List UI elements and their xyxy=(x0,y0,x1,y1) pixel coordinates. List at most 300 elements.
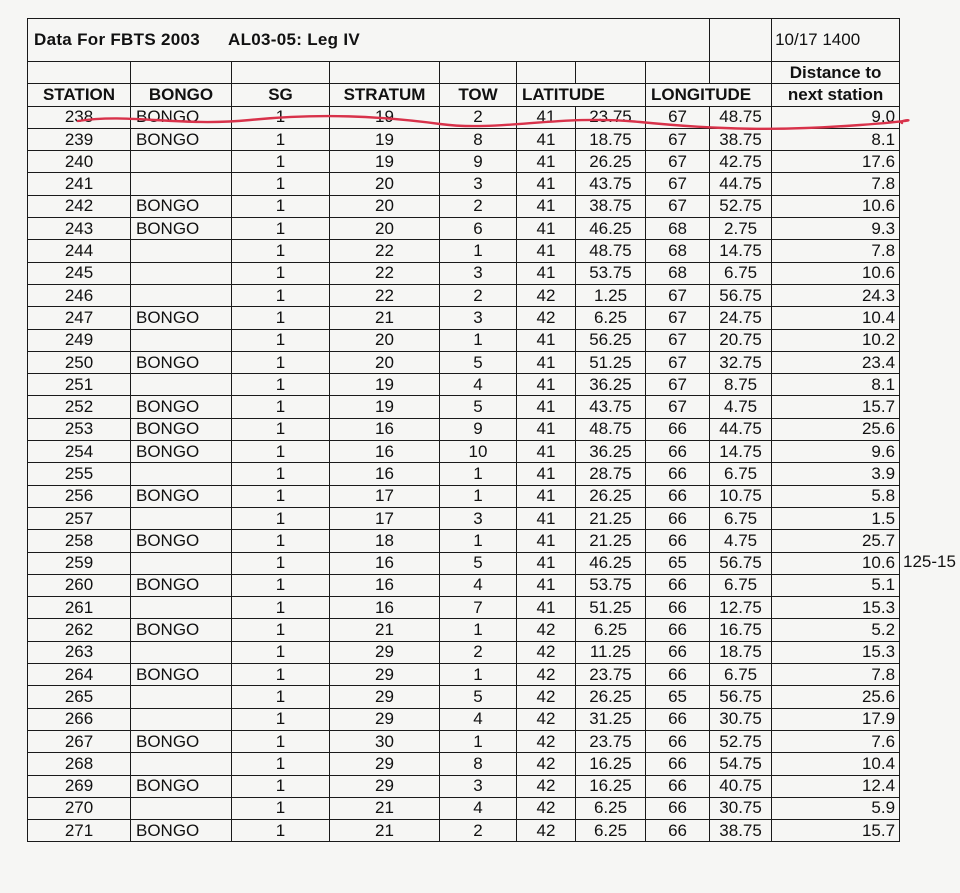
table-row xyxy=(28,329,900,351)
cell-distance: 25.6 xyxy=(772,686,900,708)
cell-lat-deg: 41 xyxy=(517,574,576,596)
cell-lon-min: 6.75 xyxy=(710,463,772,485)
cell-sg: 1 xyxy=(232,240,330,262)
cell-lon-deg: 66 xyxy=(646,597,710,619)
cell-station: 244 xyxy=(28,240,131,262)
table-row xyxy=(28,463,900,485)
cell-lat-min: 6.25 xyxy=(576,797,646,819)
cell-lon-deg: 67 xyxy=(646,329,710,351)
cell-bongo: BONGO xyxy=(131,351,232,373)
cell-tow: 1 xyxy=(440,329,517,351)
cell-sg: 1 xyxy=(232,530,330,552)
cell-sg: 1 xyxy=(232,418,330,440)
cell-bongo: BONGO xyxy=(131,128,232,150)
table-row xyxy=(28,418,900,440)
cell-lon-deg: 67 xyxy=(646,374,710,396)
cell-lon-min: 6.75 xyxy=(710,262,772,284)
table-row xyxy=(28,106,900,128)
cell-sg: 1 xyxy=(232,351,330,373)
cell-lon-deg: 67 xyxy=(646,128,710,150)
cell-lon-min: 38.75 xyxy=(710,820,772,842)
cell-lat-min: 11.25 xyxy=(576,641,646,663)
cell-lon-deg: 67 xyxy=(646,396,710,418)
cell-lat-deg: 42 xyxy=(517,730,576,752)
cell-stratum: 16 xyxy=(330,418,440,440)
cell-lat-deg: 42 xyxy=(517,775,576,797)
cell-distance: 5.9 xyxy=(772,797,900,819)
cell-lat-deg: 41 xyxy=(517,195,576,217)
cell-lat-deg: 41 xyxy=(517,151,576,173)
cell-distance: 7.8 xyxy=(772,664,900,686)
cell-sg: 1 xyxy=(232,463,330,485)
cell-lon-min: 44.75 xyxy=(710,173,772,195)
cell-tow: 1 xyxy=(440,530,517,552)
cell-tow: 5 xyxy=(440,552,517,574)
cell-bongo: BONGO xyxy=(131,664,232,686)
cell-stratum: 21 xyxy=(330,820,440,842)
cell-distance: 25.6 xyxy=(772,418,900,440)
cell-sg: 1 xyxy=(232,619,330,641)
cell-lat-deg: 41 xyxy=(517,240,576,262)
cell-stratum: 29 xyxy=(330,708,440,730)
cell-lon-deg: 66 xyxy=(646,775,710,797)
header-longitude: LONGITUDE xyxy=(646,84,772,106)
table-row xyxy=(28,708,900,730)
cell-stratum: 20 xyxy=(330,195,440,217)
cell-lon-deg: 66 xyxy=(646,418,710,440)
cell-lat-min: 16.25 xyxy=(576,775,646,797)
cell-stratum: 19 xyxy=(330,151,440,173)
cell-lon-min: 54.75 xyxy=(710,753,772,775)
cell-bongo: BONGO xyxy=(131,195,232,217)
cell-bongo xyxy=(131,708,232,730)
sheet-title xyxy=(28,19,710,62)
cell-lon-deg: 66 xyxy=(646,441,710,463)
cell-sg: 1 xyxy=(232,329,330,351)
cell-distance: 9.3 xyxy=(772,218,900,240)
cell-stratum: 19 xyxy=(330,106,440,128)
cell-stratum: 21 xyxy=(330,619,440,641)
cell-distance: 8.1 xyxy=(772,128,900,150)
cell-lat-deg: 42 xyxy=(517,708,576,730)
margin-note: 125-15 xyxy=(903,552,956,571)
cell-lat-deg: 41 xyxy=(517,441,576,463)
cell-lat-min: 23.75 xyxy=(576,664,646,686)
cell-station: 247 xyxy=(28,307,131,329)
cell-stratum: 16 xyxy=(330,574,440,596)
cell-lon-min: 56.75 xyxy=(710,552,772,574)
cell-sg: 1 xyxy=(232,686,330,708)
table-row xyxy=(28,284,900,306)
cell-lon-min: 6.75 xyxy=(710,664,772,686)
cell-tow: 1 xyxy=(440,463,517,485)
cell-station: 262 xyxy=(28,619,131,641)
table-row xyxy=(28,797,900,819)
cell-lon-deg: 66 xyxy=(646,619,710,641)
cell-stratum: 29 xyxy=(330,686,440,708)
cell-bongo xyxy=(131,173,232,195)
cell-stratum: 29 xyxy=(330,664,440,686)
cell-sg: 1 xyxy=(232,284,330,306)
cell-sg: 1 xyxy=(232,708,330,730)
cell-lon-min: 48.75 xyxy=(710,106,772,128)
cell-lat-min: 23.75 xyxy=(576,730,646,752)
cell-lon-deg: 65 xyxy=(646,552,710,574)
cell-lon-min: 6.75 xyxy=(710,507,772,529)
cell-lon-deg: 66 xyxy=(646,507,710,529)
cell-lat-deg: 41 xyxy=(517,351,576,373)
cell-lat-min: 26.25 xyxy=(576,151,646,173)
cell-bongo: BONGO xyxy=(131,820,232,842)
cell-lon-min: 12.75 xyxy=(710,597,772,619)
cell-tow: 3 xyxy=(440,775,517,797)
date-time: 10/17 1400 xyxy=(772,19,900,62)
cell-station: 250 xyxy=(28,351,131,373)
cell-sg: 1 xyxy=(232,552,330,574)
cell-lon-deg: 66 xyxy=(646,820,710,842)
cell-tow: 4 xyxy=(440,574,517,596)
cell-stratum: 20 xyxy=(330,173,440,195)
cell-lat-min: 48.75 xyxy=(576,240,646,262)
cell-stratum: 22 xyxy=(330,284,440,306)
cell-tow: 3 xyxy=(440,262,517,284)
cell-distance: 10.4 xyxy=(772,307,900,329)
cell-lon-min: 10.75 xyxy=(710,485,772,507)
cell-bongo xyxy=(131,284,232,306)
cell-tow: 5 xyxy=(440,351,517,373)
cell-station: 259 xyxy=(28,552,131,574)
cell-lat-min: 51.25 xyxy=(576,597,646,619)
cell-lon-min: 6.75 xyxy=(710,574,772,596)
cell-lat-deg: 41 xyxy=(517,418,576,440)
cell-lat-min: 43.75 xyxy=(576,396,646,418)
cell-lon-min: 42.75 xyxy=(710,151,772,173)
cell-station: 268 xyxy=(28,753,131,775)
cell-distance: 23.4 xyxy=(772,351,900,373)
cell-stratum: 29 xyxy=(330,641,440,663)
cell-tow: 4 xyxy=(440,374,517,396)
cell-lat-min: 53.75 xyxy=(576,262,646,284)
cell-sg: 1 xyxy=(232,775,330,797)
cell-sg: 1 xyxy=(232,507,330,529)
cell-lat-min: 46.25 xyxy=(576,552,646,574)
cell-bongo xyxy=(131,552,232,574)
cell-lon-deg: 67 xyxy=(646,151,710,173)
cell-bongo xyxy=(131,151,232,173)
cell-stratum: 21 xyxy=(330,307,440,329)
cell-lat-deg: 41 xyxy=(517,262,576,284)
cell-lat-deg: 42 xyxy=(517,307,576,329)
cell-lat-min: 16.25 xyxy=(576,753,646,775)
cell-sg: 1 xyxy=(232,262,330,284)
table-row xyxy=(28,530,900,552)
cell-station: 243 xyxy=(28,218,131,240)
cell-lon-min: 4.75 xyxy=(710,396,772,418)
cell-bongo: BONGO xyxy=(131,106,232,128)
cell-station: 260 xyxy=(28,574,131,596)
cell-stratum: 19 xyxy=(330,374,440,396)
cell-sg: 1 xyxy=(232,173,330,195)
cell-lon-deg: 68 xyxy=(646,240,710,262)
title-text: Data For FBTS 2003 xyxy=(34,30,201,49)
cell-lon-min: 56.75 xyxy=(710,284,772,306)
table-row xyxy=(28,307,900,329)
cell-tow: 9 xyxy=(440,418,517,440)
cell-tow: 3 xyxy=(440,173,517,195)
cell-bongo: BONGO xyxy=(131,730,232,752)
cell-lon-deg: 67 xyxy=(646,173,710,195)
cell-lat-deg: 42 xyxy=(517,619,576,641)
cell-bongo: BONGO xyxy=(131,441,232,463)
cell-lon-min: 18.75 xyxy=(710,641,772,663)
cell-bongo xyxy=(131,374,232,396)
cell-stratum: 17 xyxy=(330,485,440,507)
cell-tow: 1 xyxy=(440,730,517,752)
cell-distance: 9.0 xyxy=(772,106,900,128)
cell-stratum: 20 xyxy=(330,351,440,373)
cell-lat-min: 31.25 xyxy=(576,708,646,730)
cell-distance: 8.1 xyxy=(772,374,900,396)
cell-bongo: BONGO xyxy=(131,530,232,552)
cell-sg: 1 xyxy=(232,441,330,463)
cell-sg: 1 xyxy=(232,151,330,173)
cell-station: 240 xyxy=(28,151,131,173)
cell-station: 267 xyxy=(28,730,131,752)
table-row xyxy=(28,730,900,752)
cell-tow: 6 xyxy=(440,218,517,240)
cell-bongo xyxy=(131,753,232,775)
cell-distance: 25.7 xyxy=(772,530,900,552)
cell-lat-min: 6.25 xyxy=(576,820,646,842)
table-row xyxy=(28,641,900,663)
cell-bongo xyxy=(131,797,232,819)
table-row xyxy=(28,664,900,686)
cell-sg: 1 xyxy=(232,195,330,217)
cell-station: 257 xyxy=(28,507,131,529)
cell-station: 242 xyxy=(28,195,131,217)
cell-distance: 5.2 xyxy=(772,619,900,641)
cell-distance: 10.2 xyxy=(772,329,900,351)
cell-stratum: 16 xyxy=(330,441,440,463)
cell-lat-min: 56.25 xyxy=(576,329,646,351)
cell-lon-min: 2.75 xyxy=(710,218,772,240)
table-row xyxy=(28,195,900,217)
cell-sg: 1 xyxy=(232,485,330,507)
cell-lon-min: 40.75 xyxy=(710,775,772,797)
cell-lat-deg: 41 xyxy=(517,374,576,396)
cell-tow: 4 xyxy=(440,708,517,730)
table-row xyxy=(28,686,900,708)
cell-tow: 5 xyxy=(440,686,517,708)
cell-station: 264 xyxy=(28,664,131,686)
cell-station: 256 xyxy=(28,485,131,507)
cell-lon-min: 52.75 xyxy=(710,195,772,217)
header-row xyxy=(28,84,900,106)
cell-lon-deg: 66 xyxy=(646,797,710,819)
cell-stratum: 21 xyxy=(330,797,440,819)
cell-sg: 1 xyxy=(232,797,330,819)
cell-lat-deg: 42 xyxy=(517,686,576,708)
header-station: STATION xyxy=(28,84,131,106)
cell-lat-deg: 41 xyxy=(517,463,576,485)
cell-lat-deg: 42 xyxy=(517,664,576,686)
cell-lat-deg: 41 xyxy=(517,507,576,529)
cell-distance: 15.3 xyxy=(772,597,900,619)
cell-sg: 1 xyxy=(232,820,330,842)
cell-lat-deg: 41 xyxy=(517,485,576,507)
cell-lon-deg: 65 xyxy=(646,686,710,708)
cell-lat-min: 36.25 xyxy=(576,374,646,396)
cell-bongo: BONGO xyxy=(131,619,232,641)
cell-lon-min: 30.75 xyxy=(710,708,772,730)
cell-distance: 1.5 xyxy=(772,507,900,529)
table-row xyxy=(28,128,900,150)
cell-stratum: 16 xyxy=(330,597,440,619)
cell-lon-deg: 66 xyxy=(646,664,710,686)
cell-lat-min: 6.25 xyxy=(576,307,646,329)
table-row xyxy=(28,619,900,641)
cell-bongo xyxy=(131,597,232,619)
table-row xyxy=(28,173,900,195)
cell-sg: 1 xyxy=(232,641,330,663)
cell-station: 265 xyxy=(28,686,131,708)
cell-tow: 10 xyxy=(440,441,517,463)
cell-lat-min: 21.25 xyxy=(576,507,646,529)
cell-stratum: 30 xyxy=(330,730,440,752)
cell-lon-deg: 68 xyxy=(646,262,710,284)
cell-lon-deg: 66 xyxy=(646,530,710,552)
blank-cell xyxy=(710,19,772,62)
cell-lat-min: 28.75 xyxy=(576,463,646,485)
cell-stratum: 22 xyxy=(330,240,440,262)
cell-sg: 1 xyxy=(232,730,330,752)
cell-tow: 1 xyxy=(440,664,517,686)
cell-tow: 2 xyxy=(440,820,517,842)
cell-lon-min: 24.75 xyxy=(710,307,772,329)
cell-lat-min: 21.25 xyxy=(576,530,646,552)
cell-distance: 7.8 xyxy=(772,240,900,262)
table-row xyxy=(28,396,900,418)
cell-tow: 3 xyxy=(440,507,517,529)
cell-stratum: 16 xyxy=(330,463,440,485)
cell-distance: 7.6 xyxy=(772,730,900,752)
cell-tow: 1 xyxy=(440,240,517,262)
header-bongo: BONGO xyxy=(131,84,232,106)
cell-sg: 1 xyxy=(232,218,330,240)
cell-lon-deg: 67 xyxy=(646,284,710,306)
cell-lat-min: 53.75 xyxy=(576,574,646,596)
cell-lat-deg: 41 xyxy=(517,218,576,240)
cell-distance: 15.3 xyxy=(772,641,900,663)
cell-station: 245 xyxy=(28,262,131,284)
cell-lat-deg: 41 xyxy=(517,329,576,351)
cell-bongo xyxy=(131,507,232,529)
cell-tow: 2 xyxy=(440,284,517,306)
cell-tow: 4 xyxy=(440,797,517,819)
cell-station: 255 xyxy=(28,463,131,485)
cell-lat-min: 18.75 xyxy=(576,128,646,150)
cell-lon-deg: 66 xyxy=(646,485,710,507)
cell-station: 271 xyxy=(28,820,131,842)
cell-lon-min: 16.75 xyxy=(710,619,772,641)
table-row xyxy=(28,775,900,797)
cell-bongo xyxy=(131,641,232,663)
cell-distance: 5.1 xyxy=(772,574,900,596)
cell-tow: 2 xyxy=(440,641,517,663)
cell-lat-min: 51.25 xyxy=(576,351,646,373)
cell-sg: 1 xyxy=(232,106,330,128)
cell-bongo: BONGO xyxy=(131,418,232,440)
cell-station: 258 xyxy=(28,530,131,552)
cell-distance: 5.8 xyxy=(772,485,900,507)
cell-lon-min: 44.75 xyxy=(710,418,772,440)
cell-lat-min: 26.25 xyxy=(576,686,646,708)
cell-sg: 1 xyxy=(232,664,330,686)
cell-lon-min: 14.75 xyxy=(710,240,772,262)
table-row xyxy=(28,441,900,463)
cell-sg: 1 xyxy=(232,128,330,150)
cell-lat-min: 36.25 xyxy=(576,441,646,463)
cell-distance: 10.4 xyxy=(772,753,900,775)
cell-stratum: 29 xyxy=(330,775,440,797)
cell-lat-deg: 41 xyxy=(517,396,576,418)
cell-stratum: 18 xyxy=(330,530,440,552)
cell-distance: 12.4 xyxy=(772,775,900,797)
cell-lon-deg: 66 xyxy=(646,730,710,752)
cell-bongo xyxy=(131,262,232,284)
cell-lat-deg: 41 xyxy=(517,173,576,195)
cell-sg: 1 xyxy=(232,396,330,418)
table-row xyxy=(28,485,900,507)
cell-bongo: BONGO xyxy=(131,775,232,797)
cell-station: 261 xyxy=(28,597,131,619)
cell-tow: 2 xyxy=(440,195,517,217)
cell-lon-min: 8.75 xyxy=(710,374,772,396)
cell-tow: 3 xyxy=(440,307,517,329)
cell-lon-deg: 66 xyxy=(646,574,710,596)
cell-station: 269 xyxy=(28,775,131,797)
cell-sg: 1 xyxy=(232,597,330,619)
cell-lon-min: 14.75 xyxy=(710,441,772,463)
cell-bongo: BONGO xyxy=(131,218,232,240)
cell-lat-deg: 42 xyxy=(517,797,576,819)
cell-stratum: 17 xyxy=(330,507,440,529)
cell-sg: 1 xyxy=(232,374,330,396)
cell-tow: 5 xyxy=(440,396,517,418)
table-row xyxy=(28,820,900,842)
cell-lon-deg: 67 xyxy=(646,351,710,373)
cell-distance: 17.9 xyxy=(772,708,900,730)
cell-station: 246 xyxy=(28,284,131,306)
cell-distance: 7.8 xyxy=(772,173,900,195)
station-table xyxy=(27,18,900,842)
cell-lon-min: 38.75 xyxy=(710,128,772,150)
cell-tow: 2 xyxy=(440,106,517,128)
table-row xyxy=(28,351,900,373)
cell-lat-min: 26.25 xyxy=(576,485,646,507)
cell-stratum: 20 xyxy=(330,329,440,351)
table-row xyxy=(28,574,900,596)
cell-lat-deg: 41 xyxy=(517,106,576,128)
header-latitude: LATITUDE xyxy=(517,84,646,106)
cell-stratum: 16 xyxy=(330,552,440,574)
cell-bongo xyxy=(131,240,232,262)
table-row xyxy=(28,262,900,284)
cell-station: 270 xyxy=(28,797,131,819)
leg-label: AL03-05: Leg IV xyxy=(228,30,361,49)
cell-station: 238 xyxy=(28,106,131,128)
cell-bongo xyxy=(131,686,232,708)
